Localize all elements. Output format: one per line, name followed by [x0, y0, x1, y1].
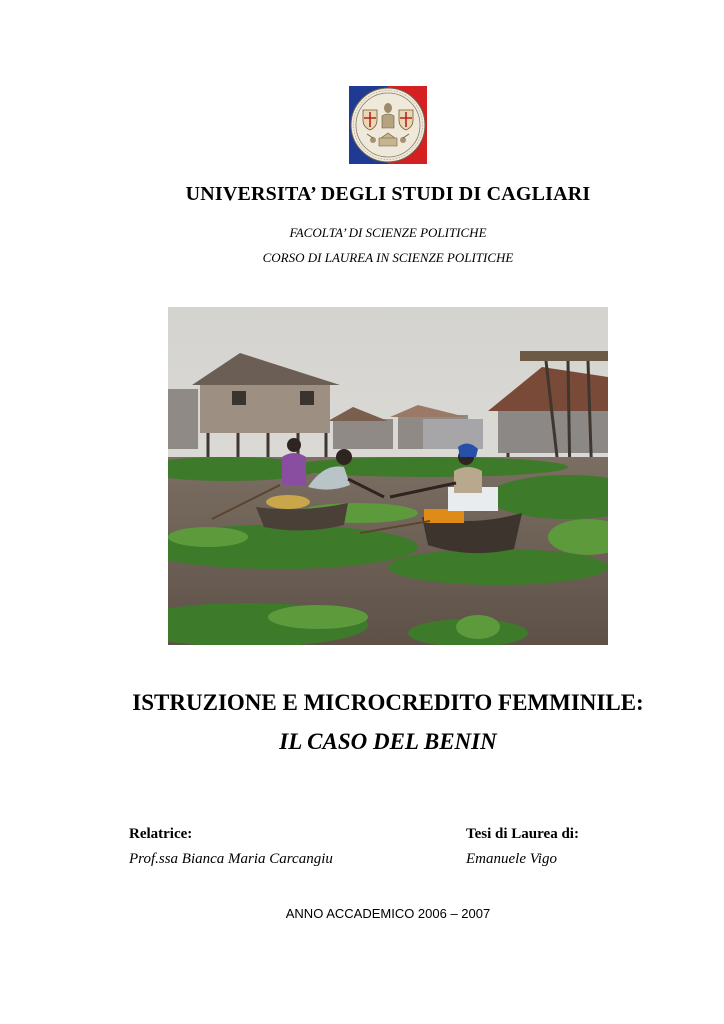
university-seal-icon: [349, 86, 427, 164]
cover-photo: [168, 307, 608, 645]
thesis-subtitle: IL CASO DEL BENIN: [279, 729, 497, 754]
course-name: CORSO DI LAUREA IN SCIENZE POLITICHE: [262, 250, 514, 265]
thesis-title: ISTRUZIONE E MICROCREDITO FEMMINILE:: [132, 690, 644, 715]
faculty-name: FACOLTA’ DI SCIENZE POLITICHE: [289, 225, 487, 240]
supervisor-label: Relatrice:: [129, 826, 193, 842]
candidate-name: Emanuele Vigo: [466, 851, 557, 867]
university-name: UNIVERSITA’ DEGLI STUDI DI CAGLIARI: [185, 183, 591, 205]
supervisor-name: Prof.ssa Bianca Maria Carcangiu: [129, 851, 333, 867]
academic-year: ANNO ACCADEMICO 2006 – 2007: [285, 906, 491, 921]
candidate-label: Tesi di Laurea di:: [466, 826, 579, 842]
